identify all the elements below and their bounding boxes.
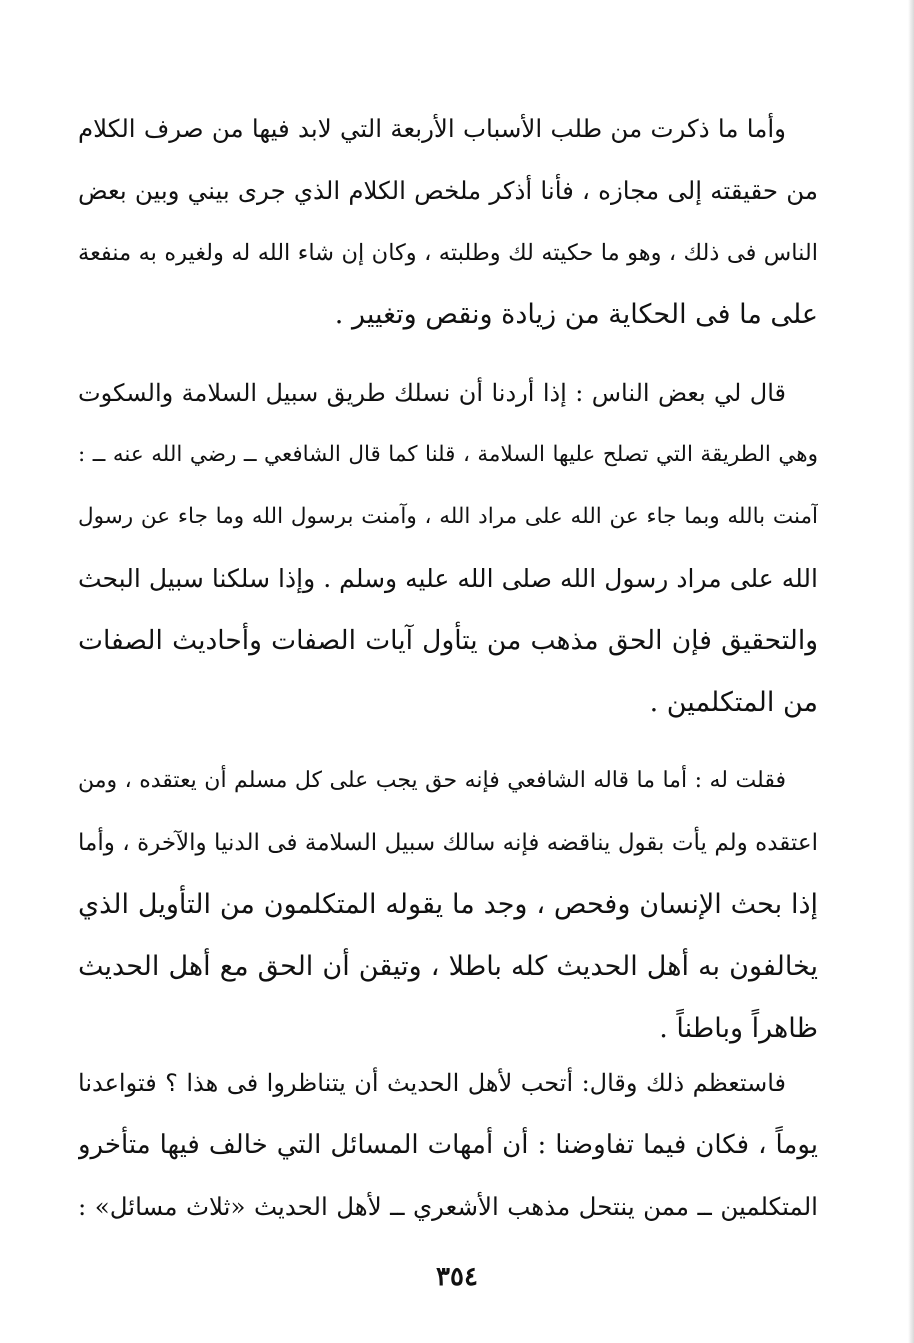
text-line: يخالفون به أهل الحديث كله باطلا ، وتيقن أن الحق مع أهل الحديث xyxy=(78,951,818,982)
text-line: وهي الطريقة التي تصلح عليها السلامة ، قلنا كما قال الشافعي ــ رضي الله عنه ــ : xyxy=(78,442,818,467)
text-line: فقلت له : أما ما قاله الشافعي فإنه حق يجب على كل مسلم أن يعتقده ، ومن xyxy=(78,768,786,793)
text-line: يوماً ، فكان فيما تفاوضنا : أن أمهات المسائل التي خالف فيها متأخرو xyxy=(78,1130,818,1160)
text-line: ظاهراً وباطناً . xyxy=(659,1013,818,1044)
text-line: الناس فى ذلك ، وهو ما حكيته لك وطلبته ، وكان إن شاء الله له ولغيره به منفعة xyxy=(78,240,818,266)
text-line: الله على مراد رسول الله صلى الله عليه وسلم . وإذا سلكنا سبيل البحث xyxy=(78,564,818,593)
text-line: من المتكلمين . xyxy=(649,687,818,718)
page-number: ٣٥٤ xyxy=(436,1262,478,1292)
paragraph-4 xyxy=(78,1052,818,1238)
text-line: والتحقيق فإن الحق مذهب من يتأول آيات الصفات وأحاديث الصفات xyxy=(78,625,818,656)
text-line: قال لي بعض الناس : إذا أردنا أن نسلك طريق سبيل السلامة والسكوت xyxy=(78,379,786,407)
paragraph-3 xyxy=(78,750,818,1060)
text-line: آمنت بالله وبما جاء عن الله على مراد الله ، وآمنت برسول الله وما جاء عن رسول xyxy=(78,504,818,529)
text-line: على ما فى الحكاية من زيادة ونقص وتغيير . xyxy=(334,299,818,330)
text-line: المتكلمين ــ ممن ينتحل مذهب الأشعري ــ لأهل الحديث «ثلاث مسائل» : xyxy=(78,1192,818,1221)
scan-edge-shadow xyxy=(908,0,914,1343)
text-line: فاستعظم ذلك وقال: أتحب لأهل الحديث أن يتناظروا فى هذا ؟ فتواعدنا xyxy=(78,1069,786,1097)
paragraph-2 xyxy=(78,362,818,734)
text-line: من حقيقته إلى مجازه ، فأنا أذكر ملخص الكلام الذي جرى بيني وبين بعض xyxy=(78,176,818,205)
text-line: إذا بحث الإنسان وفحص ، وجد ما يقوله المتكلمون من التأويل الذي xyxy=(78,889,818,920)
paragraph-1 xyxy=(78,98,818,346)
text-line: اعتقده ولم يأت بقول يناقضه فإنه سالك سبيل السلامة فى الدنيا والآخرة ، وأما xyxy=(78,830,818,856)
text-line: وأما ما ذكرت من طلب الأسباب الأربعة التي لابد فيها من صرف الكلام xyxy=(78,114,786,143)
